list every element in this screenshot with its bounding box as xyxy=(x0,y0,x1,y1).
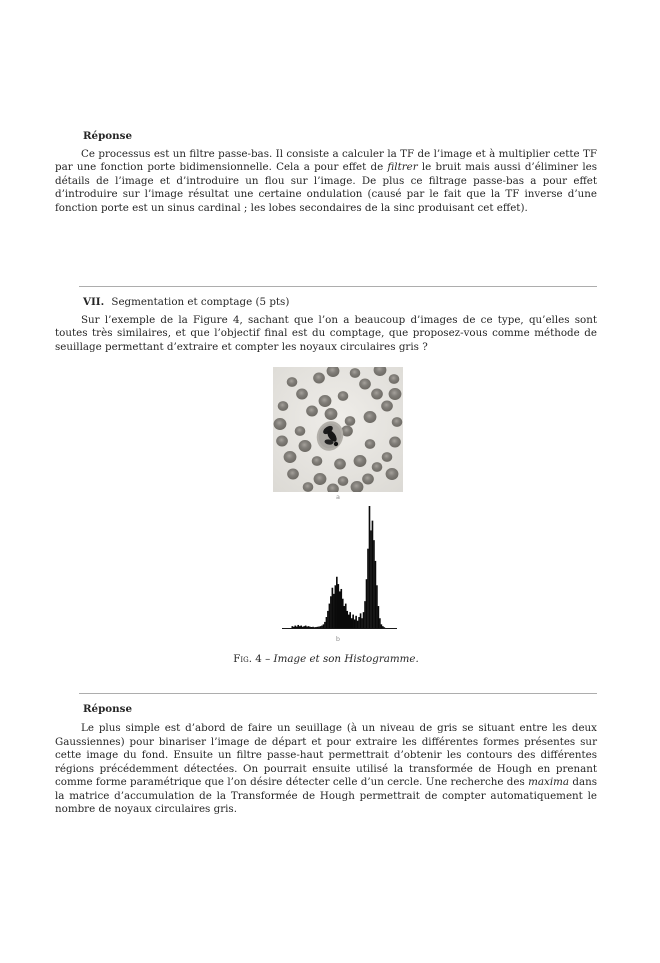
emphasized-word: filtrer xyxy=(387,161,418,173)
blood-cells-image xyxy=(273,367,403,492)
previous-answer-section xyxy=(55,0,597,215)
answer-text: le bruit mais aussi d’éliminer les détails de l’image et d’introduire un flou sur l’image. De plus ce filtrage passe-bas a pour effet d’introduire sur l’image résultat une certaine ondulation (causé par le fait que la TF inverse d’une fonction porte est un sinus cardinal ; les lobes secondaires de la sinc produisant cet effet). xyxy=(55,161,597,214)
section-heading xyxy=(83,296,597,310)
section-number: VII. xyxy=(83,296,105,308)
final-answer-section xyxy=(55,703,597,817)
emphasized-word: maxima xyxy=(528,776,570,788)
answer-text: dans la matrice d’accumulation de la Transformée de Hough permettrait de compter automatiquement le nombre de noyaux circulaires gris. xyxy=(55,776,598,815)
figure-sublabel-b: b xyxy=(335,635,341,643)
figure-caption xyxy=(55,653,597,667)
section-divider xyxy=(79,286,597,287)
figure-stack xyxy=(67,367,609,644)
question-section xyxy=(55,296,597,667)
text-column xyxy=(55,0,597,817)
answer-paragraph xyxy=(55,722,597,817)
histogram-chart xyxy=(278,502,398,634)
figure-4 xyxy=(55,367,597,667)
caption-fig-label: Fig. xyxy=(233,653,252,665)
question-paragraph: Sur l’exemple de la Figure 4, sachant que l’on a beaucoup d’images de ce type, qu’elles sont toutes très similaires, et que l’objectif final est du comptage, que proposez-vous comme méthode de seuillage permettant d’extraire et compter les noyaux circulaires gris ? xyxy=(55,313,597,353)
figure-sublabel-a: a xyxy=(336,493,340,501)
answer-text: Le plus simple est d’abord de faire un seuillage (à un niveau de gris se situant entre les deux Gaussiennes) pour binariser l’image de départ et pour extraire les différentes formes présentes sur cette image du fond. Ensuite un filtre passe-haut permettrait d’obtenir les contours des différentes régions précédemment détectées. On pourrait ensuite utilisé la transformée de Hough en prenant comme forme paramétrique que l’on désire détecter celle d’un cercle. Une recherche des xyxy=(55,722,597,788)
answer-heading: Réponse xyxy=(83,130,133,142)
section-title: Segmentation et comptage (5 pts) xyxy=(111,296,290,308)
histogram-bars xyxy=(291,506,385,628)
caption-title: Image et son Histogramme. xyxy=(273,653,419,665)
answer-heading: Réponse xyxy=(83,702,133,715)
answer-paragraph xyxy=(55,148,597,216)
answer-text: Ce processus est un filtre passe-bas. Il consiste a calculer la TF de l’image et à multiplier cette TF par une fonction porte bidimensionnelle. Cela a pour effet de xyxy=(55,147,597,173)
section-divider xyxy=(79,693,597,694)
caption-fig-number: 4 – xyxy=(251,653,274,665)
